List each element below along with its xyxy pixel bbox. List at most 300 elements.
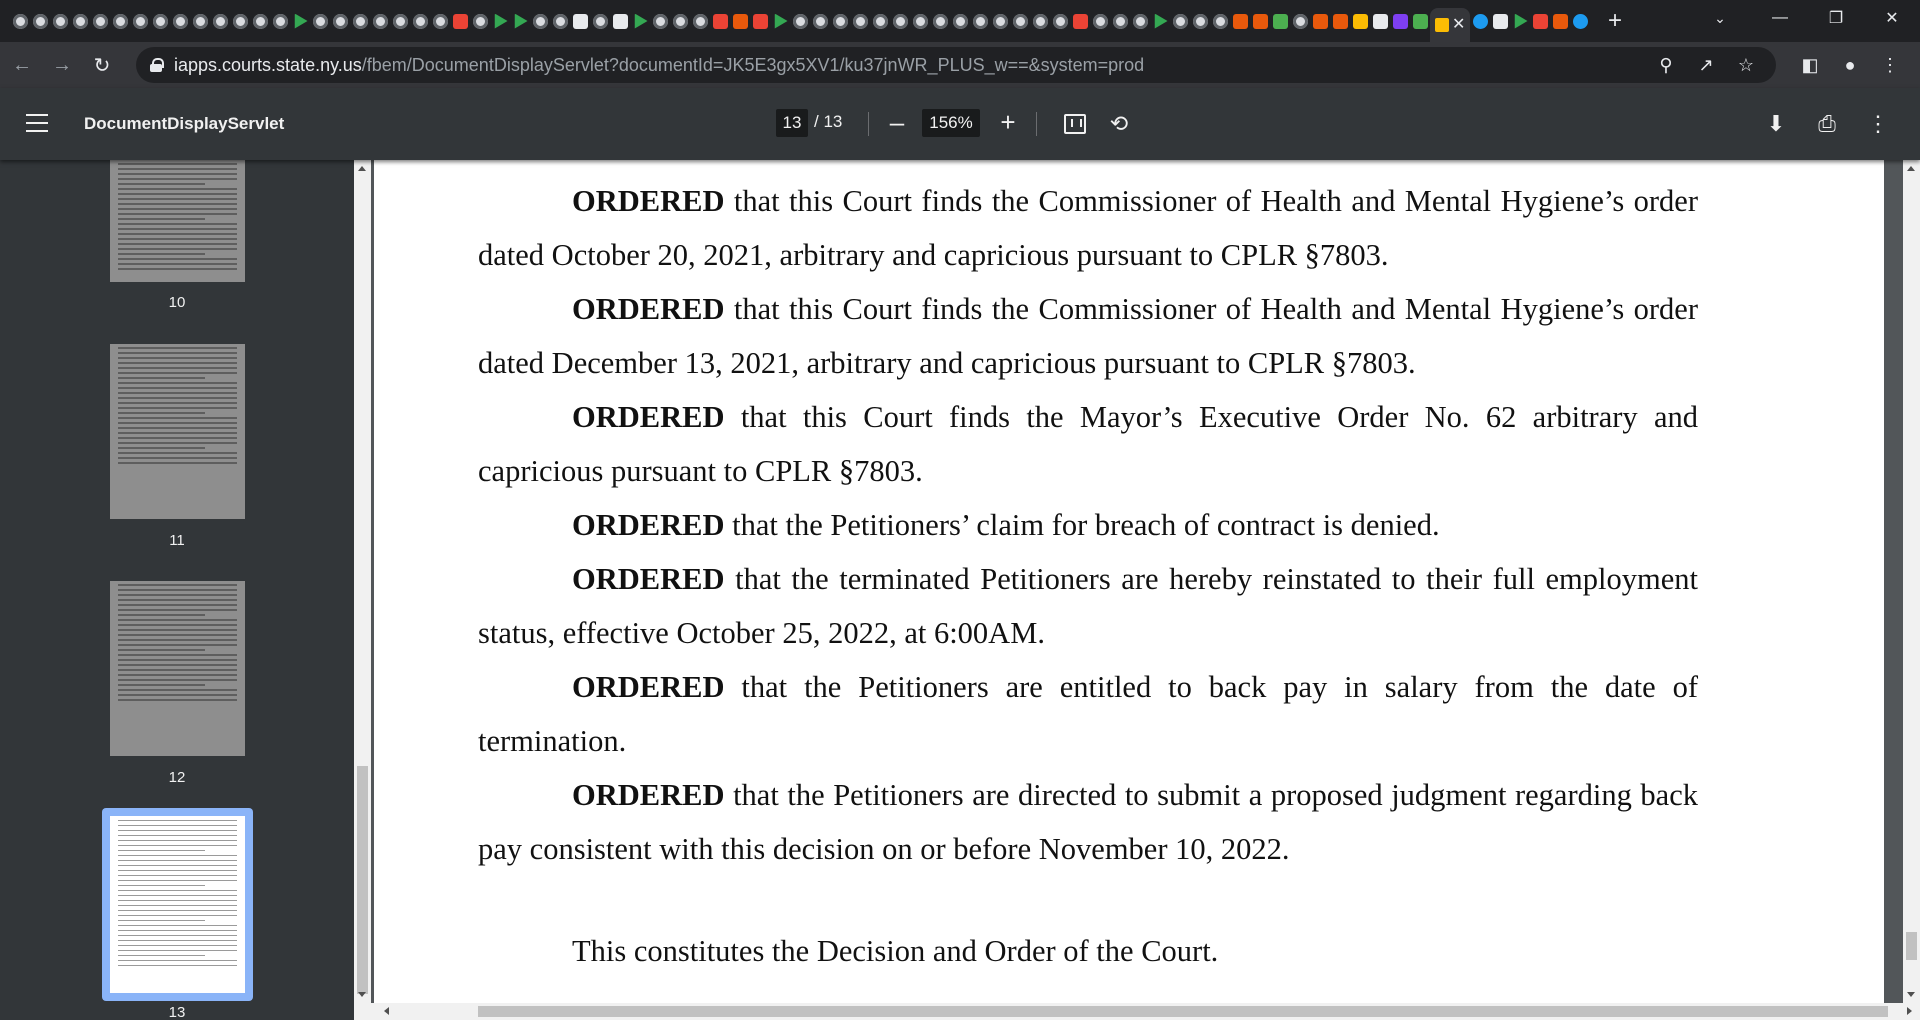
- zoom-magnifier-icon[interactable]: ⚲: [1659, 54, 1673, 75]
- thumbnail-text-line: [118, 830, 237, 831]
- background-tab[interactable]: [190, 0, 210, 42]
- thumbnail-text-line: [118, 900, 237, 901]
- ordered-paragraph: [478, 498, 1698, 552]
- tab-favicon-icon: [1293, 14, 1308, 29]
- tab-favicon-icon: [13, 14, 28, 29]
- thumbnail-text-line: [118, 442, 237, 444]
- omnibox-actions: [1646, 47, 1766, 83]
- tab-favicon-icon: [1213, 14, 1228, 29]
- thumbnail-text-line: [118, 238, 237, 240]
- tab-favicon-icon: [913, 14, 928, 29]
- tab-favicon-icon: [1253, 14, 1268, 29]
- background-tab[interactable]: [670, 0, 690, 42]
- background-tab[interactable]: [1090, 0, 1110, 42]
- tab-favicon-icon: [393, 14, 408, 29]
- tab-favicon-icon: [493, 14, 508, 29]
- thumbnail-text-line: [118, 347, 237, 349]
- sidebar-menu-icon[interactable]: [26, 114, 48, 132]
- thumbnail-text-line: [118, 402, 237, 404]
- background-tab[interactable]: [130, 0, 150, 42]
- tab-favicon-icon: [113, 14, 128, 29]
- thumbnail-text-line: [118, 188, 237, 190]
- document-viewport[interactable]: [354, 160, 1920, 1020]
- background-tab[interactable]: [650, 0, 670, 42]
- share-icon[interactable]: ↗: [1698, 54, 1714, 75]
- thumbnail-text-line: [118, 825, 237, 826]
- background-tab[interactable]: [1510, 0, 1530, 42]
- close-window-icon[interactable]: ✕: [1885, 10, 1899, 27]
- background-tab[interactable]: [370, 0, 390, 42]
- page-total: / 13: [814, 112, 843, 131]
- background-tab[interactable]: [210, 0, 230, 42]
- background-tab[interactable]: [70, 0, 90, 42]
- thumbnail-text-line: [118, 253, 205, 255]
- background-tab[interactable]: [1230, 0, 1250, 42]
- thumbnail-text-line: [118, 940, 237, 941]
- background-tab[interactable]: [1030, 0, 1050, 42]
- thumbnail-number: 10: [168, 294, 186, 311]
- background-tab[interactable]: [910, 0, 930, 42]
- tab-favicon-icon: [253, 14, 268, 29]
- background-tab[interactable]: [570, 0, 590, 42]
- rotate-icon: ⟲: [1109, 111, 1129, 136]
- tab-favicon-icon: [1393, 14, 1408, 29]
- background-tab[interactable]: [1010, 0, 1030, 42]
- thumbnail-text-line: [118, 268, 237, 270]
- browser-menu-icon[interactable]: ⋮: [1881, 54, 1899, 75]
- thumbnail-text-line: [118, 925, 237, 926]
- profile-icon[interactable]: ●: [1844, 54, 1856, 75]
- ordered-keyword: ORDERED: [572, 292, 725, 326]
- thumbnail-text-line: [118, 945, 237, 946]
- tab-favicon-icon: [1173, 14, 1188, 29]
- tab-favicon-icon: [1435, 18, 1449, 32]
- close-tab-icon[interactable]: ✕: [1451, 16, 1466, 33]
- print-icon: ⎙: [1818, 111, 1836, 136]
- background-tab[interactable]: [1370, 0, 1390, 42]
- background-tab[interactable]: [990, 0, 1010, 42]
- tab-favicon-icon: [1053, 14, 1068, 29]
- background-tab[interactable]: [510, 0, 530, 42]
- thumbnail-text-line: [118, 629, 237, 631]
- thumbnail-text-line: [118, 624, 237, 626]
- rotate-button[interactable]: [1105, 110, 1133, 138]
- thumbnail-text-line: [118, 865, 237, 866]
- background-tab[interactable]: [110, 0, 130, 42]
- tab-favicon-icon: [1353, 14, 1368, 29]
- background-tab[interactable]: [1570, 0, 1590, 42]
- ordered-keyword: ORDERED: [572, 184, 725, 218]
- background-tab[interactable]: [590, 0, 610, 42]
- thumbnail-text-line: [118, 422, 237, 424]
- active-tab[interactable]: [1430, 8, 1470, 42]
- background-tab[interactable]: [1210, 0, 1230, 42]
- thumbnail-text-line: [118, 173, 237, 175]
- paragraph-text: that the terminated Petitioners are hereby reinstated to their full employment status, effective October 25, 2022, at 6:00AM.: [478, 562, 1698, 650]
- thumbnail-text-line: [118, 392, 237, 394]
- background-tab[interactable]: [1190, 0, 1210, 42]
- thumbnail-text-line: [118, 417, 237, 419]
- thumbnail-page-13[interactable]: [110, 816, 245, 993]
- thumbnail-text-line: [118, 218, 205, 220]
- thumbnail-text-line: [118, 377, 205, 379]
- tab-favicon-icon: [1513, 14, 1528, 29]
- tab-search-chevron-icon[interactable]: ⌄: [1714, 9, 1726, 26]
- thumbnail-text-line: [118, 352, 237, 354]
- zoom-in-button[interactable]: +: [1000, 107, 1016, 137]
- fit-to-page-button[interactable]: [1061, 110, 1089, 138]
- background-tab[interactable]: [890, 0, 910, 42]
- tab-favicon-icon: [73, 14, 88, 29]
- tab-favicon-icon: [553, 14, 568, 29]
- thumbnail-text-line: [118, 594, 237, 596]
- background-tab[interactable]: [1530, 0, 1550, 42]
- ordered-paragraph: [478, 552, 1698, 660]
- background-tab[interactable]: [1070, 0, 1090, 42]
- thumbnail-text-line: [118, 432, 237, 434]
- tab-favicon-icon: [693, 14, 708, 29]
- thumbnail-text-line: [118, 845, 237, 846]
- background-tab[interactable]: [1270, 0, 1290, 42]
- background-tab[interactable]: [250, 0, 270, 42]
- thumbnail-text-line: [118, 915, 237, 916]
- scroll-right-arrow-icon[interactable]: [1907, 1007, 1912, 1015]
- thumbnail-text-line: [118, 198, 237, 200]
- thumbnail-text-line: [118, 452, 237, 454]
- thumbnail-text-line: [118, 840, 237, 841]
- vertical-scroll-thumb[interactable]: [1906, 932, 1917, 960]
- thumbnail-text-line: [118, 905, 237, 906]
- thumbnail-text-line: [118, 243, 237, 245]
- thumbnail-text-line: [118, 258, 237, 260]
- tab-favicon-icon: [653, 14, 668, 29]
- thumbnail-text-line: [118, 412, 205, 414]
- background-tab[interactable]: [150, 0, 170, 42]
- tab-favicon-icon: [853, 14, 868, 29]
- new-tab-button[interactable]: +: [1607, 7, 1622, 34]
- thumbnail-text-line: [118, 649, 205, 651]
- background-tab[interactable]: [690, 0, 710, 42]
- horizontal-scroll-thumb[interactable]: [478, 1006, 1888, 1017]
- tab-favicon-icon: [753, 14, 768, 29]
- background-tab[interactable]: [1150, 0, 1170, 42]
- thumbnail-text-line: [118, 614, 205, 616]
- thumbnail-text-line: [118, 263, 237, 265]
- background-tab[interactable]: [290, 0, 310, 42]
- thumbnail-text-line: [118, 462, 237, 464]
- tab-list-right: [1470, 0, 1590, 42]
- zoom-level-input[interactable]: 156%: [922, 109, 980, 137]
- thumbnail-text-line: [118, 885, 205, 886]
- tab-favicon-icon: [1493, 14, 1508, 29]
- vertical-scrollbar[interactable]: [1903, 160, 1920, 1003]
- tab-favicon-icon: [133, 14, 148, 29]
- paragraph-text: that the Petitioners are directed to submit a proposed judgment regarding back pay consistent with this decision on or before November 10, 2022.: [478, 778, 1698, 866]
- scroll-up-arrow-icon[interactable]: [358, 166, 366, 171]
- background-tab[interactable]: [770, 0, 790, 42]
- tab-favicon-icon: [353, 14, 368, 29]
- background-tab[interactable]: [450, 0, 470, 42]
- thumbnail-sidebar: [0, 160, 354, 1020]
- tab-favicon-icon: [313, 14, 328, 29]
- page-number-input[interactable]: 13: [776, 109, 808, 137]
- background-tab[interactable]: [310, 0, 330, 42]
- thumbnail-text-line: [118, 208, 237, 210]
- thumbnail-text-line: [118, 679, 237, 681]
- tab-favicon-icon: [1573, 14, 1588, 29]
- document-title: DocumentDisplayServlet: [84, 114, 285, 133]
- background-tab[interactable]: [50, 0, 70, 42]
- tab-favicon-icon: [613, 14, 628, 29]
- background-tab[interactable]: [30, 0, 50, 42]
- document-text: [478, 160, 1698, 978]
- background-tab[interactable]: [1550, 0, 1570, 42]
- background-tab[interactable]: [350, 0, 370, 42]
- thumbnail-text-line: [118, 223, 237, 225]
- tab-favicon-icon: [633, 14, 648, 29]
- bookmark-star-icon[interactable]: ☆: [1737, 54, 1755, 75]
- minimize-icon[interactable]: —: [1772, 9, 1788, 26]
- window-controls: [1752, 0, 1920, 36]
- download-button[interactable]: [1762, 110, 1790, 138]
- ordered-paragraph: [478, 390, 1698, 498]
- thumbnail-text-line: [118, 382, 237, 384]
- thumbnail-text-line: [118, 228, 237, 230]
- background-tab[interactable]: [330, 0, 350, 42]
- background-tab[interactable]: [1290, 0, 1310, 42]
- ordered-paragraph: [478, 660, 1698, 768]
- background-tab[interactable]: [1470, 0, 1490, 42]
- thumbnail-text-line: [118, 634, 237, 636]
- tab-favicon-icon: [1013, 14, 1028, 29]
- tab-favicon-icon: [533, 14, 548, 29]
- background-tab[interactable]: [1250, 0, 1270, 42]
- tab-favicon-icon: [433, 14, 448, 29]
- tab-favicon-icon: [593, 14, 608, 29]
- background-tab[interactable]: [1310, 0, 1330, 42]
- thumbnail-text-line: [118, 674, 237, 676]
- address-url[interactable]: [174, 55, 1144, 76]
- tab-favicon-icon: [793, 14, 808, 29]
- background-tab[interactable]: [870, 0, 890, 42]
- background-tab[interactable]: [790, 0, 810, 42]
- thumbnail-text-line: [118, 397, 237, 399]
- restore-icon[interactable]: ❐: [1828, 10, 1844, 27]
- background-tab[interactable]: [730, 0, 750, 42]
- thumbnail-text-line: [118, 639, 237, 641]
- thumbnail-text-line: [118, 427, 237, 429]
- thumbnail-text-line: [118, 855, 237, 856]
- thumbnail-text-line: [118, 875, 237, 876]
- thumbnail-page-12[interactable]: [110, 581, 245, 756]
- horizontal-scrollbar[interactable]: [354, 1003, 1920, 1020]
- tab-favicon-icon: [213, 14, 228, 29]
- tab-favicon-icon: [173, 14, 188, 29]
- address-bar[interactable]: [136, 47, 1776, 83]
- thumbnail-text-line: [118, 664, 237, 666]
- thumbnail-text-line: [118, 609, 237, 611]
- thumbnail-text-line: [118, 619, 237, 621]
- thumbnail-text-line: [118, 407, 237, 409]
- back-arrow-icon[interactable]: ←: [12, 53, 32, 76]
- background-tab[interactable]: [390, 0, 410, 42]
- background-tab[interactable]: [970, 0, 990, 42]
- url-host: iapps.courts.state.ny.us: [174, 54, 362, 75]
- ordered-keyword: ORDERED: [572, 508, 725, 542]
- tab-favicon-icon: [993, 14, 1008, 29]
- background-tab[interactable]: [170, 0, 190, 42]
- tab-favicon-icon: [413, 14, 428, 29]
- thumbnail-text-line: [118, 203, 237, 205]
- ordered-keyword: ORDERED: [572, 562, 725, 596]
- tab-favicon-icon: [873, 14, 888, 29]
- thumbnail-text-line: [118, 367, 237, 369]
- sidebar-scrollbar[interactable]: [354, 160, 371, 1003]
- ordered-paragraph: [478, 768, 1698, 876]
- tab-favicon-icon: [473, 14, 488, 29]
- thumbnail-text-line: [118, 644, 237, 646]
- thumbnail-text-line: [118, 233, 237, 235]
- lock-icon[interactable]: [150, 58, 162, 72]
- background-tab[interactable]: [1130, 0, 1150, 42]
- scroll-down-arrow-icon[interactable]: [358, 992, 366, 997]
- zoom-out-button[interactable]: –: [889, 107, 905, 137]
- thumbnail-number: 12: [168, 769, 186, 786]
- thumbnail-text-line: [118, 357, 237, 359]
- background-tab[interactable]: [550, 0, 570, 42]
- thumbnail-text-line: [118, 965, 237, 966]
- thumbnail-text-line: [118, 163, 237, 165]
- tab-favicon-icon: [53, 14, 68, 29]
- tab-favicon-icon: [733, 14, 748, 29]
- more-vert-icon: ⋮: [1867, 111, 1889, 136]
- tab-favicon-icon: [813, 14, 828, 29]
- more-actions-button[interactable]: [1864, 110, 1892, 138]
- browser-toolbar: [0, 42, 1920, 88]
- thumbnail-text-line: [118, 950, 237, 951]
- tab-favicon-icon: [1533, 14, 1548, 29]
- background-tab[interactable]: [430, 0, 450, 42]
- paragraph-text: that the Petitioners are entitled to back pay in salary from the date of termination.: [478, 670, 1698, 758]
- tab-favicon-icon: [153, 14, 168, 29]
- thumbnail-text-line: [118, 437, 237, 439]
- thumbnail-page-11[interactable]: [110, 344, 245, 519]
- thumbnail-text-line: [118, 935, 237, 936]
- tab-favicon-icon: [513, 14, 528, 29]
- tab-favicon-icon: [1273, 14, 1288, 29]
- background-tab[interactable]: [530, 0, 550, 42]
- background-tab[interactable]: [1050, 0, 1070, 42]
- background-tab[interactable]: [830, 0, 850, 42]
- background-tab[interactable]: [1390, 0, 1410, 42]
- background-tab[interactable]: [490, 0, 510, 42]
- tab-favicon-icon: [1333, 14, 1348, 29]
- tab-favicon-icon: [973, 14, 988, 29]
- thumbnail-text-line: [118, 447, 205, 449]
- background-tab[interactable]: [630, 0, 650, 42]
- thumbnail-text-line: [118, 362, 237, 364]
- tab-favicon-icon: [373, 14, 388, 29]
- thumbnail-text-line: [118, 213, 237, 215]
- tab-favicon-icon: [1153, 14, 1168, 29]
- tab-favicon-icon: [773, 14, 788, 29]
- reload-icon[interactable]: ↻: [93, 54, 111, 77]
- ordered-paragraph: [478, 282, 1698, 390]
- thumbnail-text-line: [118, 880, 237, 881]
- background-tab[interactable]: [1410, 0, 1430, 42]
- tab-favicon-icon: [1413, 14, 1428, 29]
- thumbnail-text-line: [118, 183, 205, 185]
- tab-favicon-icon: [1133, 14, 1148, 29]
- background-tab[interactable]: [930, 0, 950, 42]
- background-tab[interactable]: [470, 0, 490, 42]
- background-tab[interactable]: [1170, 0, 1190, 42]
- background-tab[interactable]: [1490, 0, 1510, 42]
- paragraph-text: that this Court finds the Commissioner of Health and Mental Hygiene’s order dated October 20, 2021, arbitrary and capricious pursuant to CPLR §7803.: [478, 184, 1698, 272]
- thumbnail-text-line: [118, 895, 237, 896]
- thumbnail-number: 13: [168, 1004, 186, 1020]
- background-tab[interactable]: [1350, 0, 1370, 42]
- thumbnail-text-line: [118, 955, 205, 956]
- fit-page-icon: [1064, 114, 1086, 134]
- background-tab[interactable]: [810, 0, 830, 42]
- tab-list: [10, 0, 1430, 42]
- tab-favicon-icon: [1113, 14, 1128, 29]
- sidebar-scroll-thumb[interactable]: [357, 766, 368, 994]
- tab-favicon-icon: [893, 14, 908, 29]
- thumbnail-text-line: [118, 604, 237, 606]
- background-tab[interactable]: [610, 0, 630, 42]
- scroll-left-arrow-icon[interactable]: [384, 1007, 389, 1015]
- forward-arrow-icon[interactable]: →: [52, 53, 72, 76]
- thumbnail-text-line: [118, 870, 237, 871]
- thumbnail-text-line: [118, 820, 237, 821]
- background-tab[interactable]: [410, 0, 430, 42]
- ordered-keyword: ORDERED: [572, 670, 725, 704]
- scroll-up-arrow-icon[interactable]: [1907, 166, 1915, 171]
- paragraph-text: that the Petitioners’ claim for breach of contract is denied.: [724, 508, 1440, 542]
- toolbar-right: [1790, 42, 1910, 88]
- background-tab[interactable]: [850, 0, 870, 42]
- tab-favicon-icon: [953, 14, 968, 29]
- background-tab[interactable]: [230, 0, 250, 42]
- thumbnail-text-line: [118, 178, 237, 180]
- background-tab[interactable]: [950, 0, 970, 42]
- tab-favicon-icon: [1033, 14, 1048, 29]
- background-tab[interactable]: [270, 0, 290, 42]
- side-panel-icon[interactable]: ◧: [1801, 54, 1819, 75]
- ordered-keyword: ORDERED: [572, 778, 725, 812]
- tab-favicon-icon: [713, 14, 728, 29]
- thumbnail-text-line: [118, 248, 237, 250]
- scroll-down-arrow-icon[interactable]: [1907, 992, 1915, 997]
- background-tab[interactable]: [1330, 0, 1350, 42]
- thumbnail-text-line: [118, 860, 237, 861]
- thumbnail-page-10[interactable]: [110, 160, 245, 282]
- thumbnail-text-line: [118, 387, 237, 389]
- background-tab[interactable]: [750, 0, 770, 42]
- background-tab[interactable]: [710, 0, 730, 42]
- background-tab[interactable]: [90, 0, 110, 42]
- background-tab[interactable]: [10, 0, 30, 42]
- paragraph-text: that this Court finds the Mayor’s Executive Order No. 62 arbitrary and capricious pursuant to CPLR §7803.: [478, 400, 1698, 488]
- print-button[interactable]: [1813, 110, 1841, 138]
- background-tab[interactable]: [1110, 0, 1130, 42]
- divider: [868, 112, 869, 136]
- thumbnail-text-line: [118, 599, 237, 601]
- tab-favicon-icon: [453, 14, 468, 29]
- ordered-paragraph: [478, 174, 1698, 282]
